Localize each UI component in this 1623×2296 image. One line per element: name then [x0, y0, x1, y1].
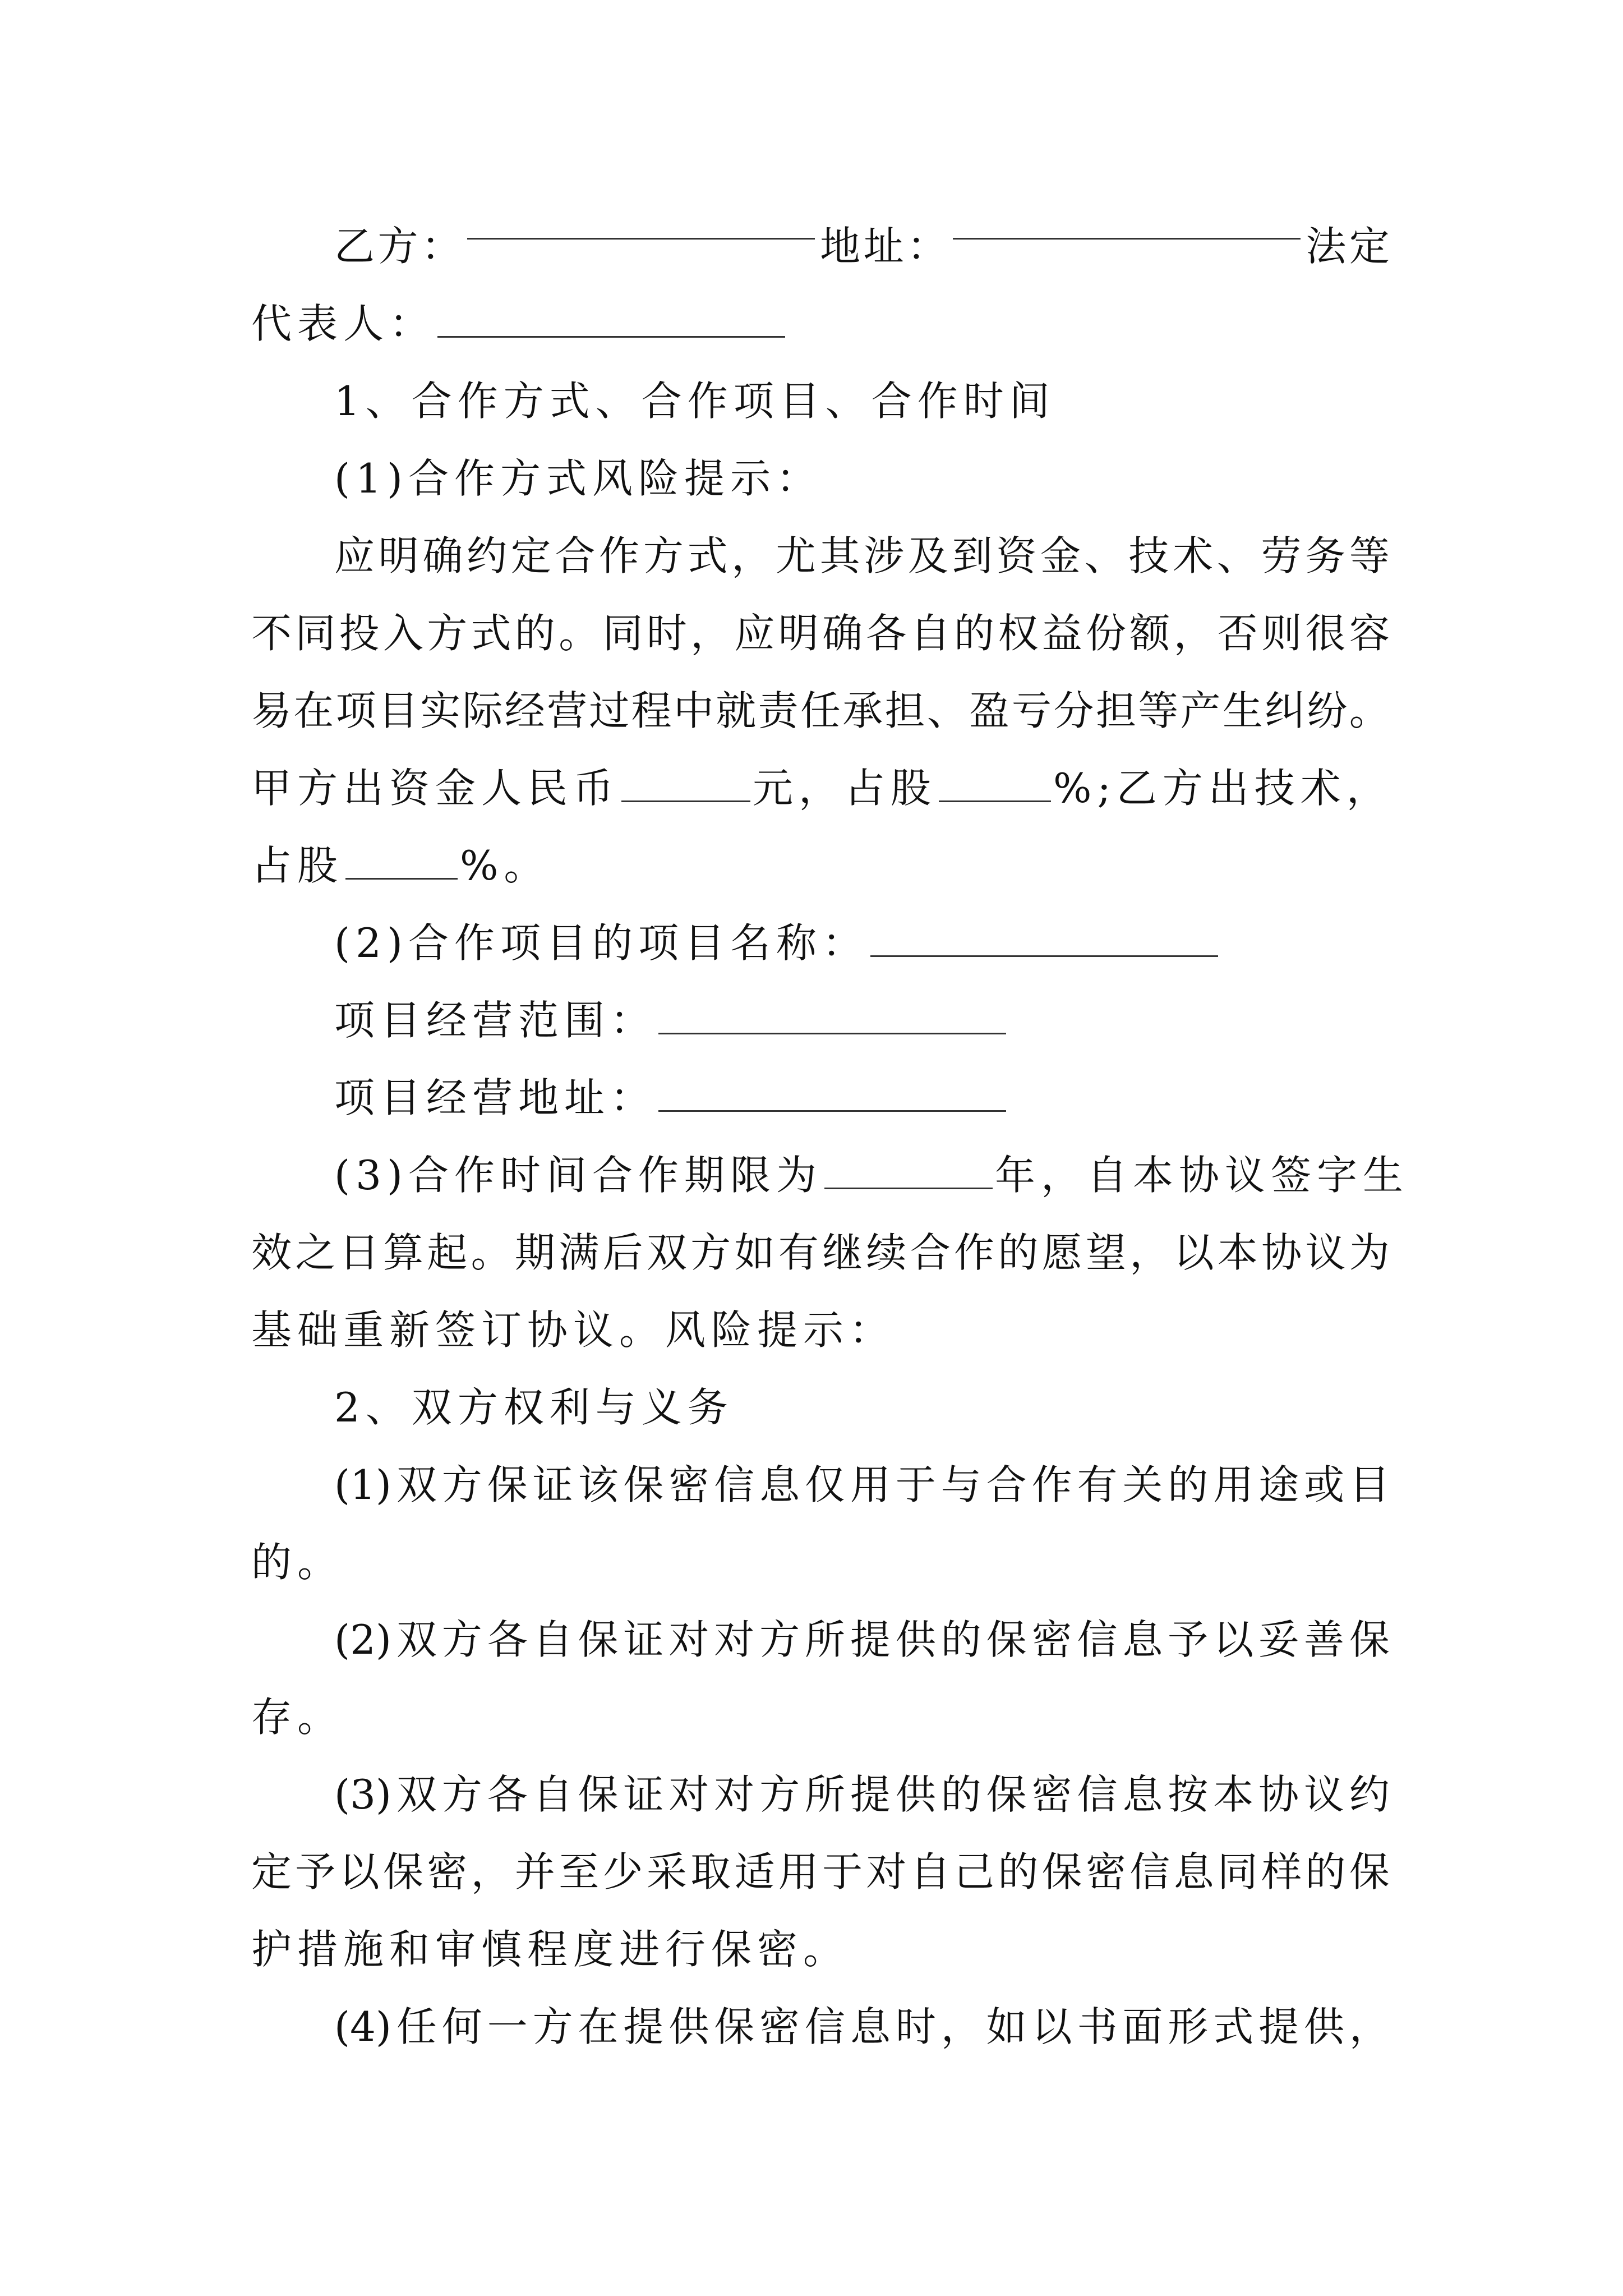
char: 密	[1031, 1616, 1072, 1663]
char: 尤	[775, 532, 816, 579]
char: 作	[1031, 1461, 1072, 1508]
section-2-heading: 2、双方权利与义务	[334, 1384, 734, 1431]
address-blank	[953, 208, 1301, 240]
char: 就	[716, 687, 757, 734]
char: 证	[623, 1616, 664, 1663]
char: 同	[295, 610, 336, 657]
char: 提	[850, 1771, 891, 1818]
char: 方	[441, 1461, 482, 1508]
char: 分	[1053, 687, 1094, 734]
char: 盈	[969, 687, 1010, 734]
risk-line-2	[251, 595, 1390, 672]
char: 的	[940, 1771, 981, 1818]
char: 保	[986, 1771, 1027, 1818]
char: 为	[1349, 1229, 1390, 1276]
char: 提	[1258, 2003, 1299, 2050]
char: 自	[910, 1848, 951, 1895]
section-1-heading: 1、合作方式、合作项目、合作时间	[334, 378, 1055, 425]
party-b-line	[251, 208, 1390, 285]
char: 议	[1304, 1771, 1345, 1818]
char: 对	[714, 1616, 755, 1663]
right-3-line-1	[251, 1756, 1390, 1833]
party-b-share-blank	[345, 848, 458, 880]
char: 投	[339, 610, 380, 657]
item-2-line	[251, 904, 1390, 982]
char: 担	[884, 687, 925, 734]
char: 算	[382, 1229, 423, 1276]
char: 对	[866, 1848, 907, 1895]
char: 所	[805, 1771, 846, 1818]
char: 方	[643, 532, 684, 579]
char: 目	[377, 687, 418, 734]
project-address-label: 项目经营地址：	[334, 1074, 657, 1121]
char: 。	[471, 1229, 511, 1276]
char: 至	[559, 1848, 600, 1895]
char: 定	[510, 532, 551, 579]
representative-label: 代表人：	[251, 300, 436, 347]
char: 起	[427, 1229, 468, 1276]
char: 份	[1085, 610, 1126, 657]
char: 等	[1138, 687, 1179, 734]
item-3-line-3: 基础重新签订协议。风险提示：	[251, 1306, 896, 1354]
char: 面	[1122, 2003, 1163, 2050]
char: 本	[1217, 1229, 1258, 1276]
char: 或	[1304, 1461, 1345, 1508]
char: 益	[1041, 610, 1082, 657]
char: 自	[532, 1771, 573, 1818]
char: 用	[778, 1848, 819, 1895]
char: 仅	[805, 1461, 846, 1508]
party-b-char: ：	[421, 223, 462, 270]
char: 各	[487, 1771, 528, 1818]
char: 同	[602, 610, 643, 657]
char: 双	[646, 1229, 687, 1276]
representative-blank	[437, 306, 785, 338]
char: 何	[441, 2003, 482, 2050]
char: 以	[339, 1848, 380, 1895]
char: 方	[441, 1771, 482, 1818]
char: 对	[714, 1771, 755, 1818]
char: 予	[295, 1848, 336, 1895]
char: 则	[1261, 610, 1302, 657]
right-3-line-2	[251, 1833, 1390, 1911]
char: 满	[559, 1229, 600, 1276]
char: 自	[910, 610, 951, 657]
char: ，	[940, 2003, 981, 2050]
char: 任	[800, 687, 841, 734]
char: 式	[1213, 2003, 1254, 2050]
char: 等	[1349, 532, 1390, 579]
percent-label: %。	[460, 842, 550, 889]
char: 并	[514, 1848, 555, 1895]
char: 在	[578, 2003, 619, 2050]
char: 合	[555, 532, 596, 579]
char: 术	[1173, 532, 1214, 579]
char: 、	[926, 687, 967, 734]
char: 该	[578, 1461, 619, 1508]
char: 承	[842, 687, 883, 734]
scope-line	[251, 982, 1390, 1059]
char: 额	[1129, 610, 1170, 657]
char: ，	[1173, 610, 1214, 657]
char: 其	[819, 532, 860, 579]
char: 同	[1217, 1848, 1258, 1895]
document-body	[251, 208, 1409, 2065]
char: 密	[759, 2003, 800, 2050]
share-capital-label: 甲方出资金人民币	[251, 765, 620, 812]
char: 金	[1040, 532, 1081, 579]
char: 后	[602, 1229, 643, 1276]
char: 资	[996, 532, 1037, 579]
party-b-char: 方	[377, 223, 418, 270]
char: 方	[759, 1771, 800, 1818]
char: 。	[1349, 687, 1390, 734]
char: 对	[668, 1771, 709, 1818]
char: 项	[335, 687, 376, 734]
right-1-line-1	[251, 1446, 1390, 1524]
char: 采	[646, 1848, 687, 1895]
share-label: 占股	[251, 842, 344, 889]
char: 的	[514, 610, 555, 657]
project-address-blank	[658, 1080, 1006, 1112]
char: 日	[339, 1229, 380, 1276]
char: 实	[420, 687, 461, 734]
scope-label: 项目经营范围：	[334, 997, 657, 1044]
char: 际	[462, 687, 503, 734]
char: 确	[422, 532, 463, 579]
share-line-1	[251, 749, 1393, 827]
char: 的	[940, 1616, 981, 1663]
char: 任	[396, 2003, 437, 2050]
char: 营	[547, 687, 588, 734]
char: 续	[866, 1229, 907, 1276]
char: 的	[998, 1848, 1039, 1895]
char: 合	[986, 1461, 1027, 1508]
party-b-name-blank	[467, 208, 815, 240]
char: 方	[759, 1616, 800, 1663]
char: 信	[805, 2003, 846, 2050]
char: 少	[602, 1848, 643, 1895]
char: 作	[954, 1229, 995, 1276]
right-2-line-1	[251, 1601, 1390, 1678]
char: 继	[822, 1229, 863, 1276]
char: 双	[396, 1616, 437, 1663]
char: 所	[805, 1616, 846, 1663]
char: 纷	[1307, 687, 1348, 734]
address-char: 地	[820, 223, 861, 270]
char: 提	[623, 2003, 664, 2050]
char: 以	[1031, 2003, 1072, 2050]
char: 按	[1168, 1771, 1209, 1818]
char: 有	[778, 1229, 819, 1276]
char: 入	[382, 610, 423, 657]
char: 经	[504, 687, 545, 734]
char: 密	[1031, 1771, 1072, 1818]
party-b-char: 乙	[334, 223, 375, 270]
char: 以	[1173, 1229, 1214, 1276]
char: 涉	[864, 532, 905, 579]
right-2-line-2: 存。	[251, 1694, 344, 1741]
char: 亏	[1011, 687, 1052, 734]
char: 保	[986, 1616, 1027, 1663]
char: 息	[759, 1461, 800, 1508]
char: 适	[734, 1848, 775, 1895]
char: 取	[690, 1848, 731, 1895]
share-yuan-label: 元，占股	[753, 765, 937, 812]
char: 在	[293, 687, 334, 734]
char: ，	[1129, 1229, 1170, 1276]
char: 己	[954, 1848, 995, 1895]
clause-number: (3)	[334, 1771, 391, 1818]
char: 信	[1077, 1616, 1118, 1663]
char: 保	[578, 1771, 619, 1818]
char: 妥	[1258, 1616, 1299, 1663]
item-2-heading: (2)合作项目的项目名称：	[334, 919, 868, 967]
char: 于	[895, 1461, 936, 1508]
representative-line	[251, 285, 1390, 362]
char: ，	[690, 610, 731, 657]
char: 保	[1041, 1848, 1082, 1895]
char: 到	[952, 532, 993, 579]
char: 双	[396, 1461, 437, 1508]
char: 方	[427, 610, 468, 657]
char: 应	[334, 532, 375, 579]
char: 时	[895, 2003, 936, 2050]
char: 及	[907, 532, 948, 579]
char: 目	[1349, 1461, 1390, 1508]
char: 议	[1305, 1229, 1346, 1276]
char: 息	[1173, 1848, 1214, 1895]
char: 息	[1122, 1616, 1163, 1663]
char: 纠	[1265, 687, 1306, 734]
share-line-2	[251, 827, 1390, 904]
char: 否	[1217, 610, 1258, 657]
char: 如	[734, 1229, 775, 1276]
char: 责	[758, 687, 799, 734]
right-1-line-2: 的。	[251, 1539, 344, 1586]
char: 式	[471, 610, 511, 657]
char: 效	[251, 1229, 292, 1276]
char: 劳	[1261, 532, 1302, 579]
char: 、	[1084, 532, 1125, 579]
item-1-heading: (1)合作方式风险提示：	[334, 455, 822, 502]
char: 容	[1349, 610, 1390, 657]
char: 关	[1122, 1461, 1163, 1508]
char: ，	[1349, 2003, 1390, 2050]
term-years-blank	[824, 1157, 993, 1189]
char: 生	[1222, 687, 1263, 734]
char: 期	[514, 1229, 555, 1276]
char: 方	[532, 2003, 573, 2050]
char: 保	[382, 1848, 423, 1895]
char: 与	[940, 1461, 981, 1508]
char: 约	[1349, 1771, 1390, 1818]
char: 途	[1258, 1461, 1299, 1508]
char: 证	[532, 1461, 573, 1508]
char: 不	[251, 610, 292, 657]
char: 自	[532, 1616, 573, 1663]
address-char: ：	[907, 223, 948, 270]
char: 保	[578, 1616, 619, 1663]
char: ，	[731, 532, 772, 579]
char: 之	[295, 1229, 336, 1276]
char: 供	[1304, 2003, 1345, 2050]
char: 予	[1168, 1616, 1209, 1663]
char: 程	[631, 687, 672, 734]
char: 的	[1168, 1461, 1209, 1508]
char: 保	[623, 1461, 664, 1508]
item-3-text-a: (3)合作时间合作期限为	[334, 1152, 822, 1199]
char: 各	[487, 1616, 528, 1663]
char: 密	[427, 1848, 468, 1895]
char: 确	[822, 610, 863, 657]
char: 方	[441, 1616, 482, 1663]
risk-line-3	[251, 672, 1390, 749]
char: 式	[687, 532, 728, 579]
char: 对	[668, 1616, 709, 1663]
scope-blank	[658, 1002, 1006, 1034]
share-tech-label: %;乙方出技术，	[1053, 765, 1393, 812]
char: 信	[1077, 1771, 1118, 1818]
char: 明	[778, 610, 819, 657]
char: 担	[1095, 687, 1136, 734]
party-a-share-blank	[939, 770, 1051, 802]
char: ，	[471, 1848, 511, 1895]
char: 供	[895, 1771, 936, 1818]
char: 本	[1213, 1771, 1254, 1818]
project-name-blank	[870, 925, 1218, 957]
item-3-line-2	[251, 1214, 1390, 1291]
char: 权	[998, 610, 1039, 657]
clause-number: (2)	[334, 1616, 391, 1663]
char: 一	[487, 2003, 528, 2050]
char: 时	[646, 610, 687, 657]
char: 书	[1077, 2003, 1118, 2050]
char: 合	[910, 1229, 951, 1276]
char: 有	[1077, 1461, 1118, 1508]
char: 用	[1213, 1461, 1254, 1508]
char: 善	[1304, 1616, 1345, 1663]
char: 应	[734, 610, 775, 657]
char: 密	[668, 1461, 709, 1508]
legal-char: 定	[1349, 223, 1390, 270]
char: 约	[467, 532, 508, 579]
char: 的	[1305, 1848, 1346, 1895]
char: 、	[1216, 532, 1257, 579]
char: 形	[1168, 2003, 1209, 2050]
char: 用	[850, 1461, 891, 1508]
char: 信	[1129, 1848, 1170, 1895]
item-3-text-b: 年，自本协议签字生	[995, 1152, 1409, 1199]
char: 过	[589, 687, 630, 734]
char: 供	[668, 2003, 709, 2050]
char: 样	[1261, 1848, 1302, 1895]
clause-number: (4)	[334, 2003, 391, 2050]
item-3-line-1	[251, 1137, 1409, 1214]
char: 很	[1305, 610, 1346, 657]
right-3-line-3: 护措施和审慎程度进行保密。	[251, 1926, 850, 1973]
char: 供	[895, 1616, 936, 1663]
char: 务	[1305, 532, 1346, 579]
char: 易	[251, 687, 292, 734]
risk-line-1	[251, 517, 1390, 595]
char: 明	[378, 532, 419, 579]
char: 保	[714, 2003, 755, 2050]
char: 作	[599, 532, 640, 579]
clause-number: (1)	[334, 1461, 391, 1508]
char: 方	[690, 1229, 731, 1276]
char: 保	[487, 1461, 528, 1508]
right-4-line-1	[251, 1988, 1390, 2065]
char: 证	[623, 1771, 664, 1818]
char: 的	[954, 610, 995, 657]
char: 如	[986, 2003, 1027, 2050]
char: 保	[1349, 1848, 1390, 1895]
char: 协	[1261, 1229, 1302, 1276]
char: 于	[822, 1848, 863, 1895]
char: 。	[559, 610, 600, 657]
char: 息	[1122, 1771, 1163, 1818]
char: 保	[1349, 1616, 1390, 1663]
char: 协	[1258, 1771, 1299, 1818]
char: 中	[673, 687, 714, 734]
capital-amount-blank	[621, 770, 750, 802]
char: 产	[1180, 687, 1221, 734]
char: 愿	[1041, 1229, 1082, 1276]
char: 信	[714, 1461, 755, 1508]
char: 定	[251, 1848, 292, 1895]
address-line	[251, 1059, 1390, 1137]
char: 提	[850, 1616, 891, 1663]
char: 望	[1085, 1229, 1126, 1276]
char: 以	[1213, 1616, 1254, 1663]
address-char: 址	[863, 223, 904, 270]
char: 的	[998, 1229, 1039, 1276]
char: 各	[866, 610, 907, 657]
legal-char: 法	[1306, 223, 1347, 270]
char: 技	[1128, 532, 1169, 579]
char: 双	[396, 1771, 437, 1818]
char: 息	[850, 2003, 891, 2050]
char: 密	[1085, 1848, 1126, 1895]
